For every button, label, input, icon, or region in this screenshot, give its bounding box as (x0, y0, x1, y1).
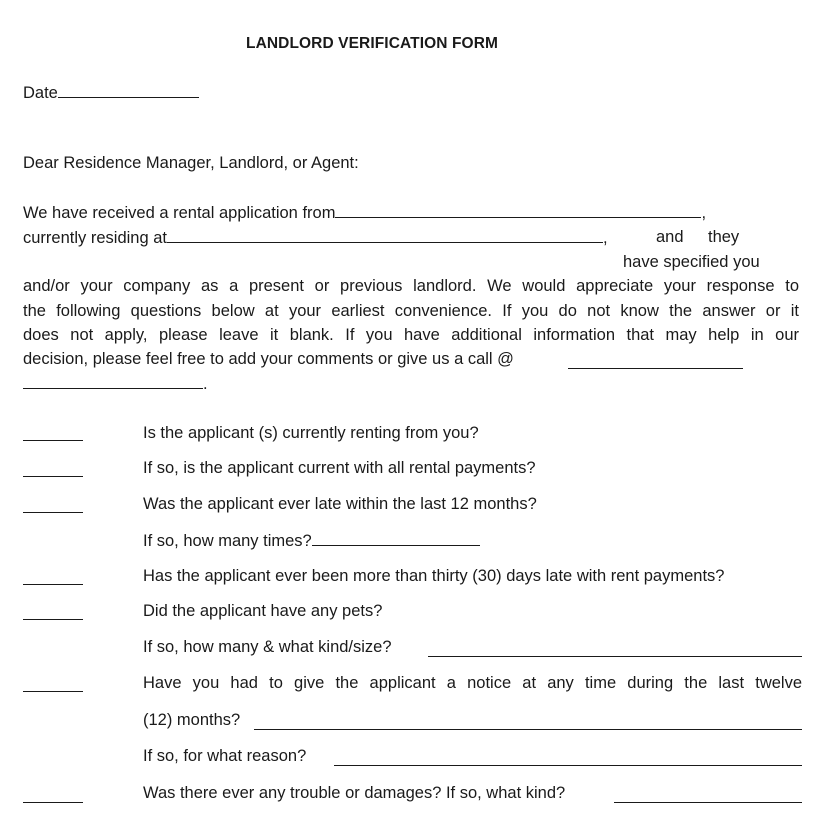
answer-blank-8[interactable] (23, 691, 83, 692)
intro-comma: , (701, 204, 707, 222)
intro-line-2 (23, 228, 608, 248)
notice-details-field[interactable] (254, 729, 802, 730)
question-4: If so, how many times? (143, 532, 312, 550)
question-4-row (143, 531, 480, 551)
intro-line-3: have specified you (623, 253, 760, 271)
question-8-row (143, 674, 802, 693)
pets-kind-field[interactable] (428, 656, 802, 657)
body-line-2 (23, 302, 799, 321)
answer-blank-3[interactable] (23, 512, 83, 513)
notice-reason-field[interactable] (334, 765, 802, 766)
question-2: If so, is the applicant current with all rental payments? (143, 459, 536, 477)
body-line-2-text: the following questions below at your earliest convenience. If you do not know the answer or it (23, 302, 799, 320)
question-3: Was the applicant ever late within the last 12 months? (143, 495, 537, 513)
intro-and: and (656, 228, 684, 246)
current-address-field[interactable] (167, 228, 603, 243)
body-line-4-text: decision, please feel free to add your comments or give us a call @ (23, 350, 514, 368)
damages-kind-field[interactable] (614, 802, 802, 803)
answer-blank-6[interactable] (23, 619, 83, 620)
phone-field-continued-row (23, 374, 208, 394)
answer-blank-2[interactable] (23, 476, 83, 477)
question-5: Has the applicant ever been more than thirty (30) days late with rent payments? (143, 567, 725, 585)
body-period: . (203, 375, 208, 393)
question-9: If so, for what reason? (143, 747, 307, 765)
question-7: If so, how many & what kind/size? (143, 638, 392, 656)
answer-blank-1[interactable] (23, 440, 83, 441)
body-line-1-text: and/or your company as a present or previous landlord. We would appreciate your response to (23, 277, 799, 295)
late-times-field[interactable] (312, 531, 480, 546)
applicant-name-field[interactable] (335, 203, 701, 218)
body-line-1 (23, 277, 799, 296)
answer-blank-10[interactable] (23, 802, 83, 803)
date-field[interactable] (58, 83, 199, 98)
intro-they: they (708, 228, 740, 246)
salutation: Dear Residence Manager, Landlord, or Agent: (23, 154, 359, 172)
intro-line2-comma: , (602, 229, 608, 247)
answer-blank-5[interactable] (23, 584, 83, 585)
form-title: LANDLORD VERIFICATION FORM (246, 35, 499, 52)
body-line-4 (23, 350, 514, 369)
date-row (23, 83, 199, 103)
question-10: Was there ever any trouble or damages? If so, what kind? (143, 784, 566, 802)
question-8-continued: (12) months? (143, 711, 241, 729)
question-1: Is the applicant (s) currently renting from you? (143, 424, 479, 442)
intro-line-1 (23, 203, 706, 223)
body-line-3 (23, 326, 799, 345)
body-line-3-text: does not apply, please leave it blank. If you have additional information that may help in our (23, 326, 799, 344)
phone-field-continued[interactable] (23, 374, 203, 389)
intro-text-applicant: We have received a rental application from (23, 204, 336, 222)
phone-field[interactable] (568, 368, 743, 369)
intro-text-residing: currently residing at (23, 229, 167, 247)
date-label: Date (23, 84, 58, 102)
question-6: Did the applicant have any pets? (143, 602, 383, 620)
question-8: Have you had to give the applicant a notice at any time during the last twelve (143, 674, 802, 692)
